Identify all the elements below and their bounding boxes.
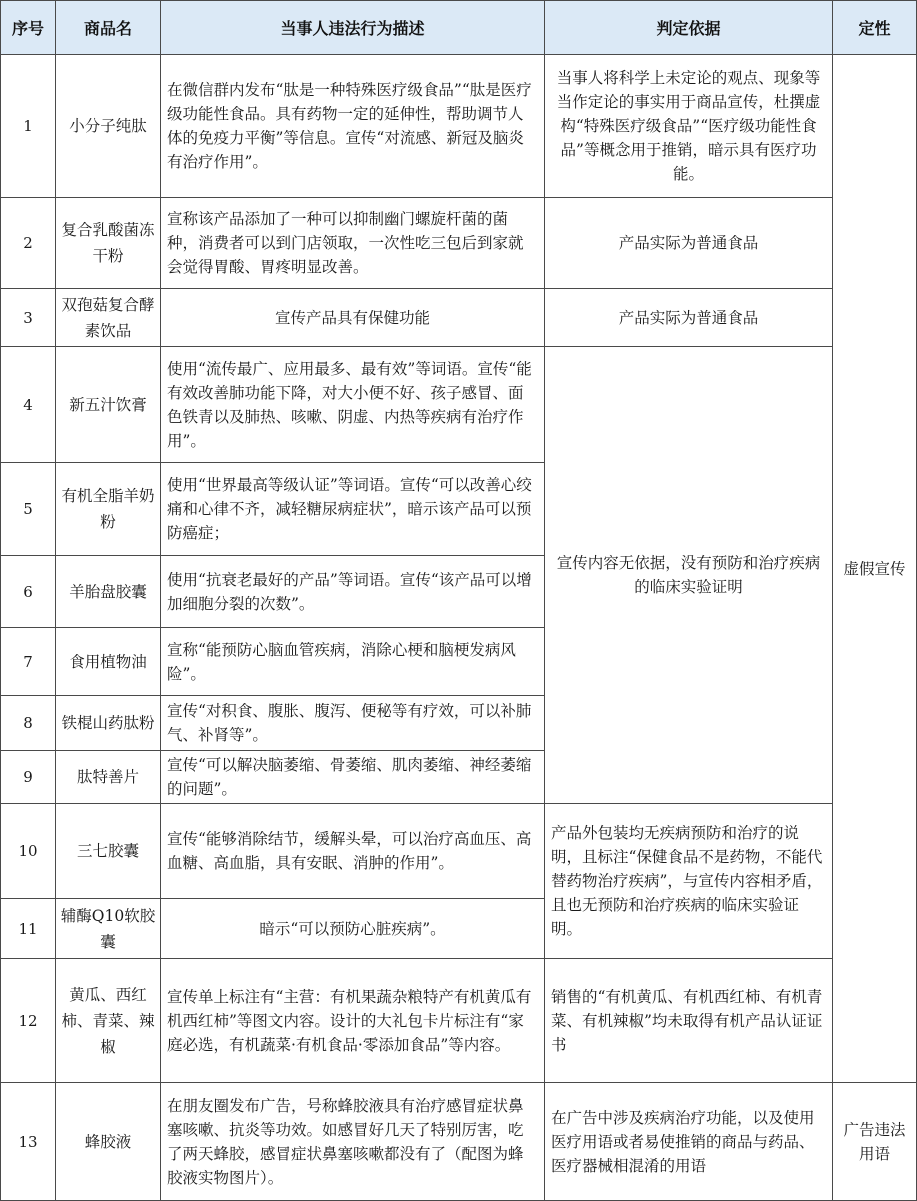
row-index: 13 (1, 1083, 56, 1201)
product-name: 辅酶Q10软胶囊 (56, 899, 161, 959)
row-index: 5 (1, 463, 56, 556)
header-name: 商品名 (56, 1, 161, 55)
product-name: 有机全脂羊奶粉 (56, 463, 161, 556)
judgment-basis: 产品实际为普通食品 (545, 198, 833, 289)
header-index: 序号 (1, 1, 56, 55)
judgment-basis: 产品实际为普通食品 (545, 289, 833, 347)
violation-description: 宣传单上标注有“主营：有机果蔬杂粮特产有机黄瓜有机西红柿”等图文内容。设计的大礼包卡片标注有“家庭必选，有机蔬菜·有机食品·零添加食品”等内容。 (161, 959, 545, 1083)
header-nature: 定性 (833, 1, 917, 55)
judgment-basis: 销售的“有机黄瓜、有机西红柿、有机青菜、有机辣椒”均未取得有机产品认证证书 (545, 959, 833, 1083)
product-name: 黄瓜、西红柿、青菜、辣椒 (56, 959, 161, 1083)
table-row (1, 289, 917, 347)
product-name: 三七胶囊 (56, 804, 161, 899)
table-row (1, 198, 917, 289)
row-index: 8 (1, 696, 56, 751)
row-index: 9 (1, 751, 56, 804)
judgment-basis: 宣传内容无依据，没有预防和治疗疾病的临床实验证明 (545, 347, 833, 804)
table-header-row (1, 1, 917, 55)
table-row (1, 55, 917, 198)
row-index: 1 (1, 55, 56, 198)
row-index: 11 (1, 899, 56, 959)
nature-cell: 广告违法用语 (833, 1083, 917, 1201)
judgment-basis: 当事人将科学上未定论的观点、现象等当作定论的事实用于商品宣传，杜撰虚构“特殊医疗级食品”“医疗级功能性食品”等概念用于推销，暗示具有医疗功能。 (545, 55, 833, 198)
judgment-basis: 在广告中涉及疾病治疗功能，以及使用医疗用语或者易使推销的商品与药品、医疗器械相混淆的用语 (545, 1083, 833, 1201)
table-row (1, 804, 917, 899)
row-index: 7 (1, 628, 56, 696)
product-name: 食用植物油 (56, 628, 161, 696)
header-description: 当事人违法行为描述 (161, 1, 545, 55)
violation-description: 使用“流传最广、应用最多、最有效”等词语。宣传“能有效改善肺功能下降，对大小便不好、孩子感冒、面色铁青以及肺热、咳嗽、阴虚、内热等疾病有治疗作用”。 (161, 347, 545, 463)
product-name: 新五汁饮膏 (56, 347, 161, 463)
violation-description: 宣传“能够消除结节，缓解头晕，可以治疗高血压、高血糖、高血脂，具有安眠、消肿的作用”。 (161, 804, 545, 899)
product-name: 羊胎盘胶囊 (56, 556, 161, 628)
row-index: 2 (1, 198, 56, 289)
violation-description: 暗示“可以预防心脏疾病”。 (161, 899, 545, 959)
row-index: 12 (1, 959, 56, 1083)
row-index: 4 (1, 347, 56, 463)
judgment-basis: 产品外包装均无疾病预防和治疗的说明，且标注“保健食品不是药物，不能代替药物治疗疾病”，与宣传内容相矛盾，且也无预防和治疗疾病的临床实验证明。 (545, 804, 833, 959)
product-name: 铁棍山药肽粉 (56, 696, 161, 751)
table-row (1, 347, 917, 463)
product-name: 双孢菇复合酵素饮品 (56, 289, 161, 347)
product-name: 肽特善片 (56, 751, 161, 804)
table-row (1, 959, 917, 1083)
row-index: 10 (1, 804, 56, 899)
product-name: 小分子纯肽 (56, 55, 161, 198)
product-name: 复合乳酸菌冻干粉 (56, 198, 161, 289)
violation-description: 宣传产品具有保健功能 (161, 289, 545, 347)
violation-description: 宣称“能预防心脑血管疾病，消除心梗和脑梗发病风险”。 (161, 628, 545, 696)
header-basis: 判定依据 (545, 1, 833, 55)
violation-description: 使用“世界最高等级认证”等词语。宣传“可以改善心绞痛和心律不齐，减轻糖尿病症状”，暗示该产品可以预防癌症； (161, 463, 545, 556)
row-index: 3 (1, 289, 56, 347)
violation-description: 使用“抗衰老最好的产品”等词语。宣传“该产品可以增加细胞分裂的次数”。 (161, 556, 545, 628)
violation-description: 宣传“对积食、腹胀、腹泻、便秘等有疗效，可以补肺气、补肾等”。 (161, 696, 545, 751)
violation-description: 在朋友圈发布广告，号称蜂胶液具有治疗感冒症状鼻塞咳嗽、抗炎等功效。如感冒好几天了特别厉害，吃了两天蜂胶，感冒症状鼻塞咳嗽都没有了（配图为蜂胶液实物图片）。 (161, 1083, 545, 1201)
violation-description: 宣称该产品添加了一种可以抑制幽门螺旋杆菌的菌种，消费者可以到门店领取，一次性吃三包后到家就会觉得胃酸、胃疼明显改善。 (161, 198, 545, 289)
table-row (1, 1083, 917, 1201)
row-index: 6 (1, 556, 56, 628)
nature-cell: 虚假宣传 (833, 55, 917, 1083)
violation-description: 在微信群内发布“肽是一种特殊医疗级食品”“肽是医疗级功能性食品。具有药物一定的延伸性，帮助调节人体的免疫力平衡”等信息。宣传“对流感、新冠及脑炎有治疗作用”。 (161, 55, 545, 198)
product-name: 蜂胶液 (56, 1083, 161, 1201)
violation-description: 宣传“可以解决脑萎缩、骨萎缩、肌肉萎缩、神经萎缩的问题”。 (161, 751, 545, 804)
